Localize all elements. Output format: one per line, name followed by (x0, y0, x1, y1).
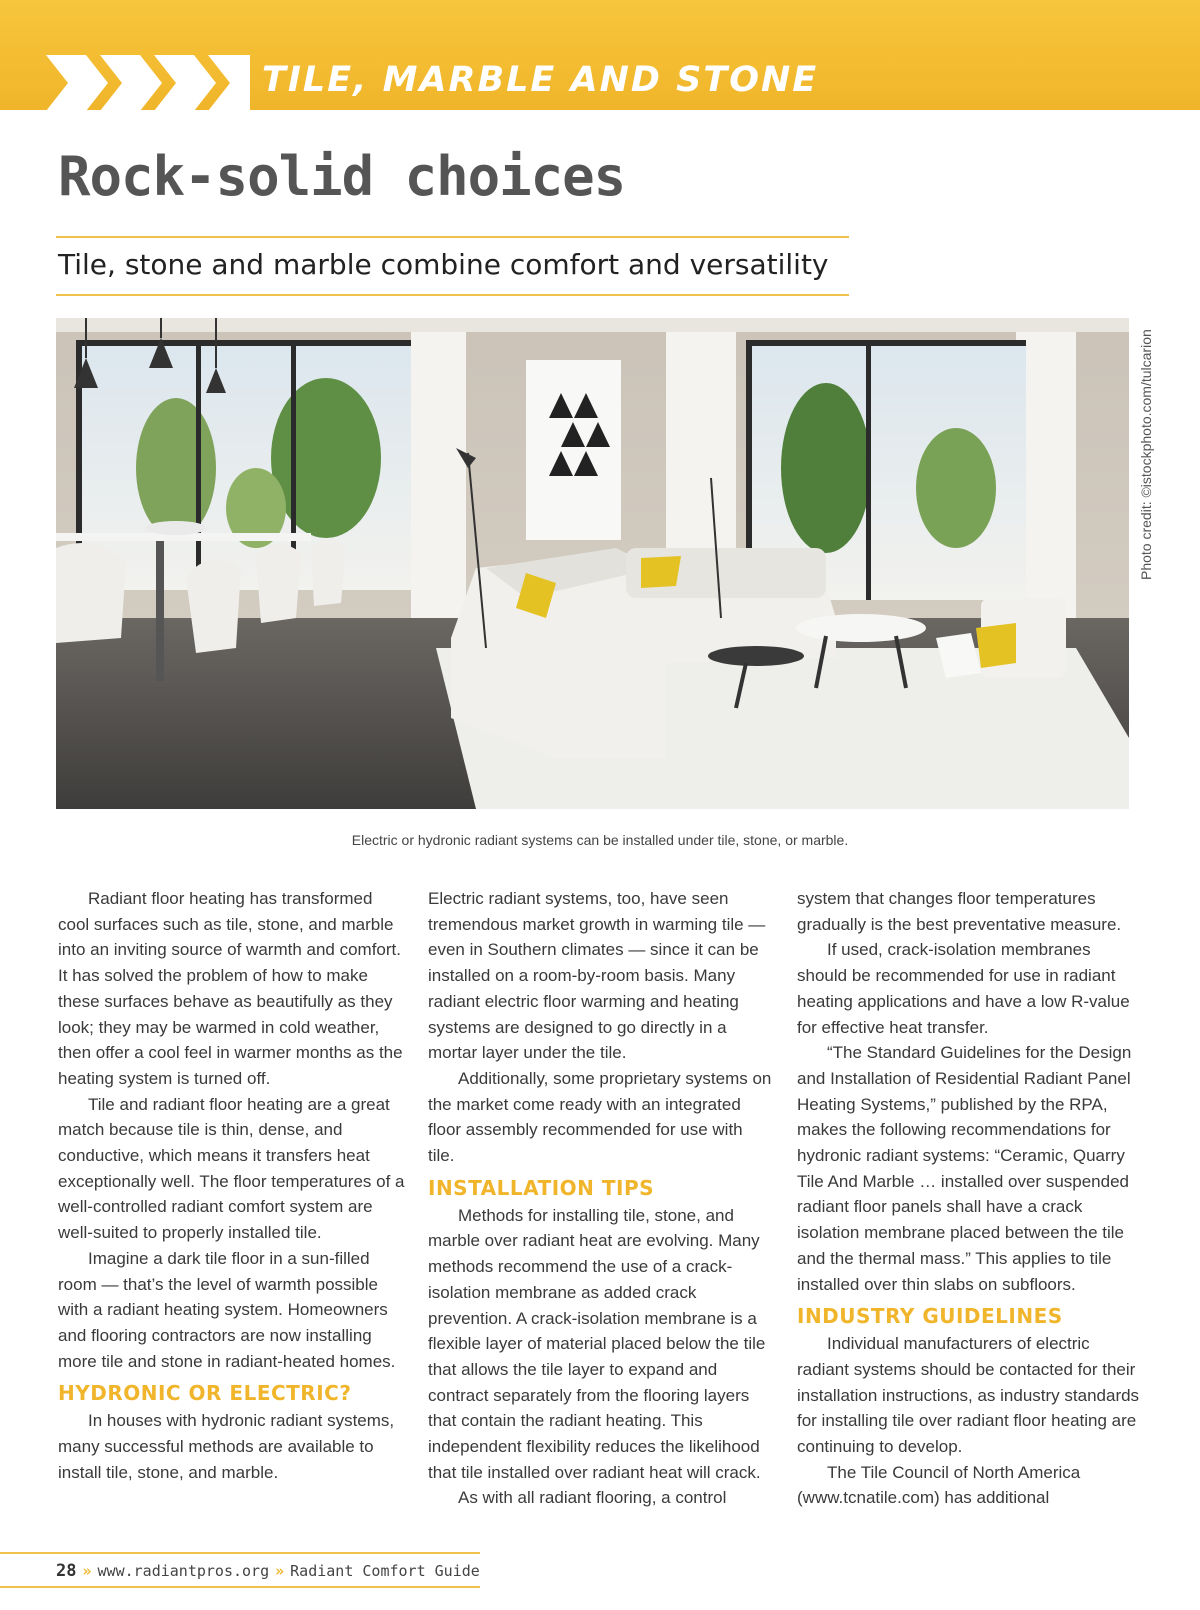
paragraph: Imagine a dark tile floor in a sun-filled room — that’s the level of warmth possible with a radiant heating system. Homeowners and flooring contractors are now installing more tile and stone in radiant-heated homes. (58, 1248, 396, 1371)
footer-rule-bottom (0, 1586, 480, 1588)
paragraph: If used, crack-isolation membranes should be recommended for use in radiant heating applications and have a low R-value for effective heat transfer. (797, 940, 1130, 1037)
paragraph: Tile and radiant floor heating are a great match because tile is thin, dense, and conductive, which means it transfers heat exceptionally well. The floor temperatures of a well-controlled radiant comfort system are well-suited to properly installed tile. (58, 1094, 405, 1243)
paragraph: system that changes floor temperatures gradually is the best preventative measure. (797, 889, 1122, 934)
section-title: TILE, MARBLE AND STONE (262, 60, 819, 100)
paragraph: As with all radiant flooring, a control (458, 1488, 727, 1508)
footer-rule-top (0, 1552, 480, 1554)
photo-credit: Photo credit: ©istockphoto.com/tulcarion (1138, 329, 1154, 580)
paragraph: The Tile Council of North America (www.tcnatile.com) has additional (797, 1462, 1081, 1508)
paragraph: Electric radiant systems, too, have seen tremendous market growth in warming tile — even in Southern climates — since it can be installed on a room-by-room basis. Many radiant electric floor warming and heating systems are designed to go directly in a mortar layer under the tile. (428, 889, 766, 1063)
page-footer (56, 1561, 480, 1581)
paragraph: “The Standard Guidelines for the Design and Installation of Residential Radiant Panel Heating Systems,” published by the RPA, makes the following recommendations for hydronic radiant systems: “Ceramic, Quarry Tile And Marble … installed over suspended radiant floor panels shall have a crack isolation membrane placed between the tile and the thermal mass.” This applies to tile installed over thin slabs on subfloors. (797, 1043, 1132, 1294)
paragraph: Methods for installing tile, stone, and marble over radiant heat are evolving. Many methods recommend the use of a crack-isolation membrane as added crack prevention. A crack-isolation membrane is a flexible layer of material placed below the tile that allows the tile layer to expand and contract separately from the flooring layers that contain the radiant heating. This independent flexibility reduces the likelihood that tile installed over radiant heat will crack. (428, 1205, 766, 1482)
section-heading: HYDRONIC OR ELECTRIC? (58, 1381, 352, 1406)
double-chevron-icon: » (82, 1562, 92, 1580)
paragraph: In houses with hydronic radiant systems, many successful methods are available to install tile, stone, and marble. (58, 1411, 395, 1482)
chevron-right-icon (0, 55, 250, 111)
page-title: Rock-solid choices (58, 145, 626, 208)
text-column-1 (58, 886, 408, 1485)
paragraph: Radiant floor heating has transformed cool surfaces such as tile, stone, and marble into an inviting source of warmth and comfort. It has solved the problem of how to make these surfaces behave as beautifully as they look; they may be warmed in cold weather, then offer a cool feel in warmer months as the heating system is turned off. (58, 889, 403, 1088)
paragraph: Individual manufacturers of electric radiant systems should be contacted for their installation instructions, as industry standards for installing tile over radiant floor heating are continuing to develop. (797, 1334, 1140, 1457)
text-column-2 (428, 886, 773, 1511)
publication-name: Radiant Comfort Guide (290, 1562, 480, 1580)
subhead-rule-bottom (56, 294, 849, 296)
subhead-rule-top (56, 236, 849, 238)
page-number: 28 (56, 1561, 77, 1581)
photo-caption: Electric or hydronic radiant systems can be installed under tile, stone, or marble. (351, 832, 849, 848)
subheadline: Tile, stone and marble combine comfort and versatility (58, 248, 829, 281)
section-heading: INDUSTRY GUIDELINES (797, 1304, 1063, 1329)
double-chevron-icon: » (275, 1562, 285, 1580)
footer-url[interactable]: www.radiantpros.org (97, 1562, 270, 1580)
section-heading: INSTALLATION TIPS (428, 1175, 654, 1200)
paragraph: Additionally, some proprietary systems on the market come ready with an integrated floor assembly recommended for use with tile. (428, 1068, 772, 1166)
living-room-photo (56, 318, 1129, 809)
text-column-3 (797, 886, 1142, 1511)
